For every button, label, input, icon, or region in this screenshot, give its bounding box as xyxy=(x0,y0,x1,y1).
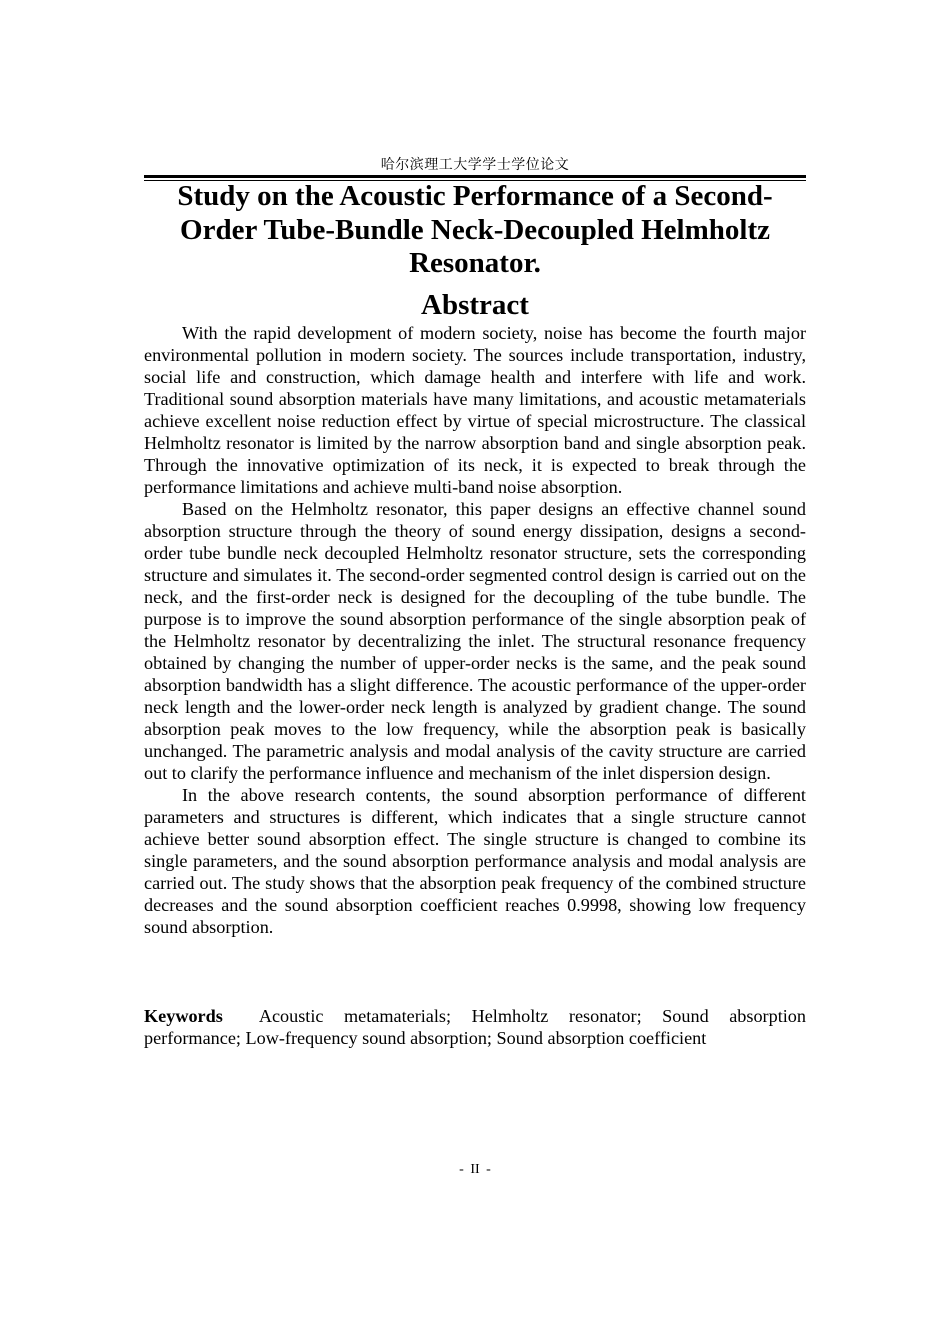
keywords-section xyxy=(144,1005,806,1049)
header-rule-thick xyxy=(144,175,806,178)
paper-title: Study on the Acoustic Performance of a Second-Order Tube-Bundle Neck-Decoupled Helmholtz Resonator. xyxy=(177,180,773,279)
abstract-paragraph: With the rapid development of modern society, noise has become the fourth major environmental pollution in modern society. The sources include transportation, industry, social life and construction, which damage health and interfere with life and work. Traditional sound absorption materials have many limitations, and acoustic metamaterials achieve excellent noise reduction effect by virtue of special microstructure. The classical Helmholtz resonator is limited by the narrow absorption band and single absorption peak. Through the innovative optimization of its neck, it is expected to break through the performance limitations and achieve multi-band noise absorption. xyxy=(144,323,806,497)
abstract-heading: Abstract xyxy=(421,289,529,321)
keywords-text: Acoustic metamaterials; Helmholtz resonator; Sound absorption performance; Low-frequency sound absorption; Sound absorption coefficient xyxy=(144,1006,806,1048)
abstract-paragraph: In the above research contents, the sound absorption performance of different parameters and structures is different, which indicates that a single structure cannot achieve better sound absorption effect. The single structure is changed to combine its single parameters, and the sound absorption performance analysis and modal analysis are carried out. The study shows that the absorption peak frequency of the combined structure decreases and the sound absorption coefficient reaches 0.9998, showing low frequency sound absorption. xyxy=(144,785,806,937)
abstract-body xyxy=(144,322,806,938)
page-number: - II - xyxy=(459,1162,491,1177)
running-header: 哈尔滨理工大学学士学位论文 xyxy=(380,158,570,173)
keywords-label: Keywords xyxy=(144,1006,223,1026)
abstract-paragraph: Based on the Helmholtz resonator, this paper designs an effective channel sound absorption structure through the theory of sound energy dissipation, designs a second-order tube bundle neck decoupled Helmholtz resonator structure, sets the corresponding structure and simulates it. The second-order segmented control design is carried out on the neck, and the first-order neck is designed for the decoupling of the tube bundle. The purpose is to improve the sound absorption performance of the single absorption peak of the Helmholtz resonator by decentralizing the inlet. The structural resonance frequency obtained by changing the number of upper-order necks is the same, and the peak sound absorption bandwidth has a slight difference. The acoustic performance of the upper-order neck length and the lower-order neck length is analyzed by gradient change. The sound absorption peak moves to the low frequency, while the absorption peak is basically unchanged. The parametric analysis and modal analysis of the cavity structure are carried out to clarify the performance influence and mechanism of the inlet dispersion design. xyxy=(144,499,806,783)
